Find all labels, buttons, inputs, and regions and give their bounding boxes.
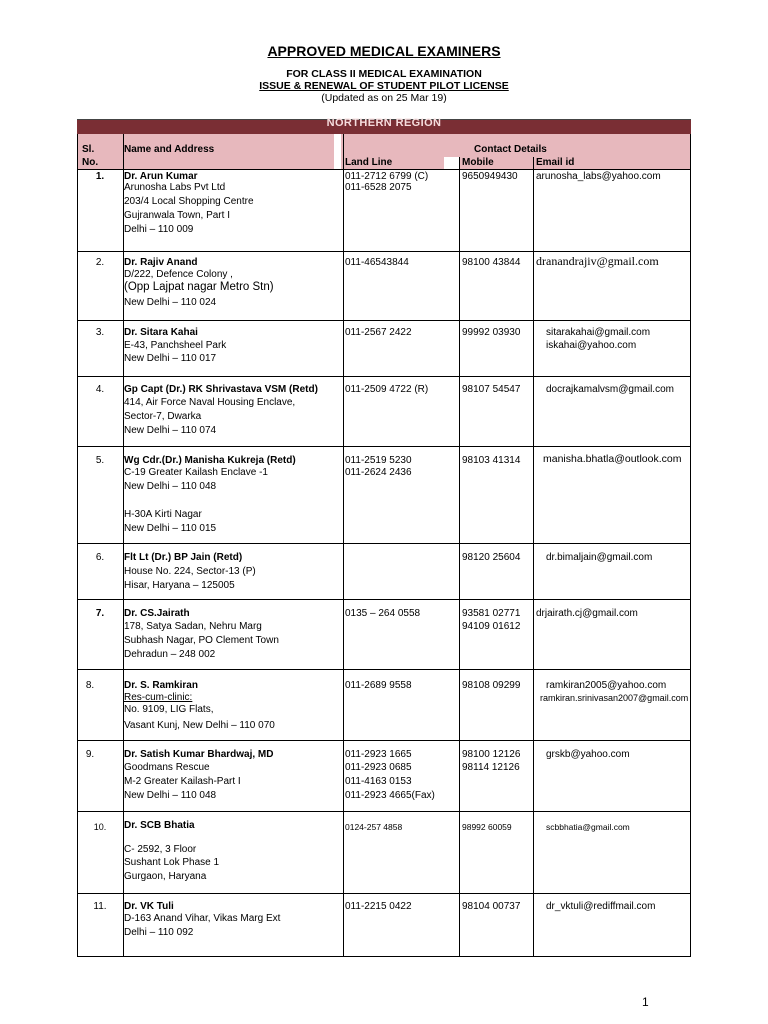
row-5-email: manisha.bhatla@outlook.com xyxy=(543,453,682,465)
header-email: Email id xyxy=(536,157,575,168)
row-9-name: Dr. Satish Kumar Bhardwaj, MD xyxy=(124,749,274,760)
row-10-address-line: Sushant Lok Phase 1 xyxy=(124,857,220,868)
row-10-email: scbbhatia@gmail.com xyxy=(546,822,630,832)
row-6-sl: 6. xyxy=(95,552,105,563)
row-2-landline: 011-46543844 xyxy=(345,257,409,268)
row-9-landline: 011-2923 4665(Fax) xyxy=(345,790,435,801)
row-11-landline: 011-2215 0422 xyxy=(345,901,412,912)
row-1-address-line: 203/4 Local Shopping Centre xyxy=(124,196,254,207)
grid-bottom-border xyxy=(77,956,691,957)
row-2-name: Dr. Rajiv Anand xyxy=(124,257,198,268)
row-4-name: Gp Capt (Dr.) RK Shrivastava VSM (Retd) xyxy=(124,384,318,395)
header-contact-details: Contact Details xyxy=(474,144,547,155)
row-8-landline: 011-2689 9558 xyxy=(345,680,412,691)
row-3-email: sitarakahai@gmail.com xyxy=(546,327,651,338)
row-separator xyxy=(77,376,691,377)
row-separator xyxy=(77,669,691,670)
grid-land-divider xyxy=(459,157,460,957)
document-subtitle-license: ISSUE & RENEWAL OF STUDENT PILOT LICENSE xyxy=(259,80,509,92)
grid-mobile-divider xyxy=(533,157,534,957)
row-4-email: docrajkamalvsm@gmail.com xyxy=(546,384,674,395)
row-7-email: drjairath.cj@gmail.com xyxy=(536,608,638,619)
header-sl-line2: No. xyxy=(82,157,99,168)
row-2-mobile: 98100 43844 xyxy=(462,257,521,268)
row-5-address-line: H-30A Kirti Nagar xyxy=(124,509,202,520)
row-10-landline: 0124-257 4858 xyxy=(345,822,403,832)
row-separator xyxy=(77,446,691,447)
row-9-email: grskb@yahoo.com xyxy=(546,749,630,760)
row-7-mobile: 94109 01612 xyxy=(462,621,521,632)
row-11-mobile: 98104 00737 xyxy=(462,901,521,912)
row-11-email: dr_vktuli@rediffmail.com xyxy=(546,901,656,912)
row-1-name: Dr. Arun Kumar xyxy=(124,171,198,182)
row-5-landline: 011-2624 2436 xyxy=(345,467,412,478)
row-5-mobile: 98103 41314 xyxy=(462,455,521,466)
row-11-sl: 11. xyxy=(93,901,107,912)
row-3-mobile: 99992 03930 xyxy=(462,327,521,338)
row-5-address-line: New Delhi – 110 015 xyxy=(124,523,217,534)
row-1-mobile: 9650949430 xyxy=(462,171,518,182)
row-1-address-line: Gujranwala Town, Part I xyxy=(124,210,230,221)
row-separator xyxy=(77,251,691,252)
row-1-address-line: Arunosha Labs Pvt Ltd xyxy=(124,182,226,193)
row-6-mobile: 98120 25604 xyxy=(462,552,521,563)
row-10-address-line: Gurgaon, Haryana xyxy=(124,871,207,882)
header-mobile: Mobile xyxy=(462,157,494,168)
row-2-address-line: New Delhi – 110 024 xyxy=(124,297,217,308)
row-6-address-line: Hisar, Haryana – 125005 xyxy=(124,580,235,591)
row-11-address-line: D-163 Anand Vihar, Vikas Marg Ext xyxy=(124,913,281,924)
region-label: NORTHERN REGION xyxy=(326,117,442,129)
row-1-address-line: Delhi – 110 009 xyxy=(124,224,194,235)
row-4-sl: 4. xyxy=(95,384,105,395)
row-8-address-line: Vasant Kunj, New Delhi – 110 070 xyxy=(124,720,275,731)
row-8-name: Dr. S. Ramkiran xyxy=(124,680,198,691)
document-subtitle-class: FOR CLASS II MEDICAL EXAMINATION xyxy=(286,68,482,80)
row-separator xyxy=(77,599,691,600)
header-sl-line1: Sl. xyxy=(82,144,95,155)
grid-left-border xyxy=(77,134,78,957)
row-1-landline: 011-2712 6799 (C) xyxy=(345,171,429,182)
row-10-sl: 10. xyxy=(93,822,107,832)
row-9-landline: 011-4163 0153 xyxy=(345,776,412,787)
row-3-address-line: New Delhi – 110 017 xyxy=(124,353,217,364)
row-9-address-line: Goodmans Rescue xyxy=(124,762,210,773)
row-7-address-line: 178, Satya Sadan, Nehru Marg xyxy=(124,621,262,632)
row-9-address-line: New Delhi – 110 048 xyxy=(124,790,217,801)
row-5-address-line: New Delhi – 110 048 xyxy=(124,481,217,492)
row-10-address-line: C- 2592, 3 Floor xyxy=(124,844,197,855)
row-separator xyxy=(77,740,691,741)
row-4-mobile: 98107 54547 xyxy=(462,384,521,395)
row-9-mobile: 98100 12126 xyxy=(462,749,521,760)
row-5-name: Wg Cdr.(Dr.) Manisha Kukreja (Retd) xyxy=(124,455,296,466)
row-3-name: Dr. Sitara Kahai xyxy=(124,327,198,338)
row-2-address-line: (Opp Lajpat nagar Metro Stn) xyxy=(124,281,274,293)
row-1-email: arunosha_labs@yahoo.com xyxy=(536,171,661,182)
row-8-sl: 8. xyxy=(85,680,95,691)
row-11-name: Dr. VK Tuli xyxy=(124,901,174,912)
row-5-address-line: C-19 Greater Kailash Enclave -1 xyxy=(124,467,268,478)
row-7-mobile: 93581 02771 xyxy=(462,608,521,619)
row-6-email: dr.bimaljain@gmail.com xyxy=(546,552,653,563)
grid-right-border xyxy=(690,134,691,957)
row-7-address-line: Dehradun – 248 002 xyxy=(124,649,216,660)
row-5-landline: 011-2519 5230 xyxy=(345,455,412,466)
row-10-mobile: 98992 60059 xyxy=(462,822,512,832)
row-6-name: Flt Lt (Dr.) BP Jain (Retd) xyxy=(124,552,243,563)
row-separator xyxy=(77,320,691,321)
row-8-address-line: No. 9109, LIG Flats, xyxy=(124,704,214,715)
row-7-name: Dr. CS.Jairath xyxy=(124,608,190,619)
row-1-landline: 011-6528 2075 xyxy=(345,182,412,193)
row-3-email: iskahai@yahoo.com xyxy=(546,340,637,351)
row-7-landline: 0135 – 264 0558 xyxy=(345,608,421,619)
row-5-sl: 5. xyxy=(95,455,105,466)
row-3-address-line: E-43, Panchsheel Park xyxy=(124,340,227,351)
row-9-landline: 011-2923 0685 xyxy=(345,762,412,773)
row-2-email: dranandrajiv@gmail.com xyxy=(536,254,659,268)
row-2-sl: 2. xyxy=(95,257,105,268)
page-number: 1 xyxy=(642,995,649,1009)
row-3-landline: 011-2567 2422 xyxy=(345,327,412,338)
row-8-mobile: 98108 09299 xyxy=(462,680,521,691)
row-2-address-line: D/222, Defence Colony , xyxy=(124,269,233,280)
row-4-address-line: New Delhi – 110 074 xyxy=(124,425,217,436)
grid-name-divider xyxy=(343,134,344,957)
row-6-address-line: House No. 224, Sector-13 (P) xyxy=(124,566,256,577)
row-9-landline: 011-2923 1665 xyxy=(345,749,412,760)
row-3-sl: 3. xyxy=(95,327,105,338)
row-10-name: Dr. SCB Bhatia xyxy=(124,820,195,831)
row-separator xyxy=(77,893,691,894)
row-1-sl: 1. xyxy=(95,171,105,182)
header-name-address: Name and Address xyxy=(124,144,215,155)
row-4-landline: 011-2509 4722 (R) xyxy=(345,384,429,395)
row-8-email: ramkiran.srinivasan2007@gmail.com xyxy=(540,693,689,703)
row-9-mobile: 98114 12126 xyxy=(462,762,520,773)
updated-date: (Updated as on 25 Mar 19) xyxy=(321,92,447,104)
row-8-address-line: Res-cum-clinic: xyxy=(124,692,193,703)
row-9-sl: 9. xyxy=(85,749,95,760)
row-4-address-line: Sector-7, Dwarka xyxy=(124,411,202,422)
row-separator xyxy=(77,543,691,544)
row-11-address-line: Delhi – 110 092 xyxy=(124,927,194,938)
row-7-address-line: Subhash Nagar, PO Clement Town xyxy=(124,635,279,646)
header-land-line: Land Line xyxy=(345,157,393,168)
row-7-sl: 7. xyxy=(95,608,105,619)
row-separator xyxy=(77,811,691,812)
row-4-address-line: 414, Air Force Naval Housing Enclave, xyxy=(124,397,296,408)
row-8-email: ramkiran2005@yahoo.com xyxy=(546,680,667,691)
row-9-address-line: M-2 Greater Kailash-Part I xyxy=(124,776,241,787)
document-title: APPROVED MEDICAL EXAMINERS xyxy=(267,43,501,59)
